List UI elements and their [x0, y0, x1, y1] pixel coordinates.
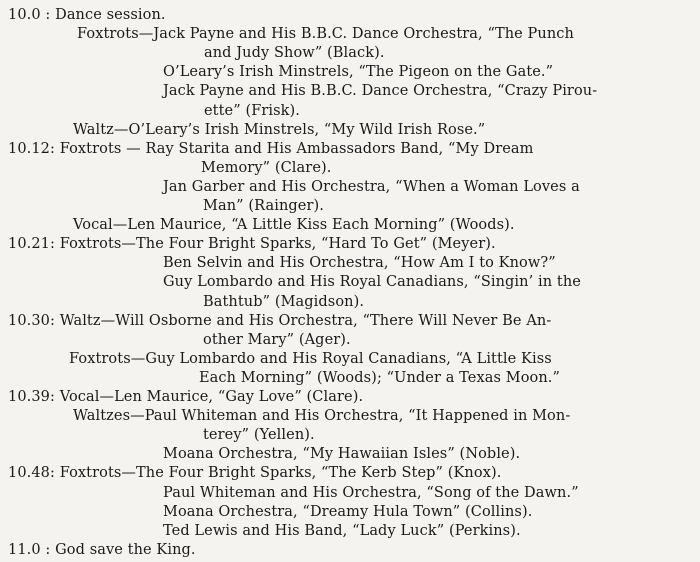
listing-line: terey” (Yellen). [203, 427, 315, 444]
listing-line: 10.30: Waltz—Will Osborne and His Orchestra, “There Will Never Be An- [8, 312, 552, 329]
listing-line: 10.0 : Dance session. [8, 7, 166, 23]
listing-line: 10.21: Foxtrots—The Four Bright Sparks, “Hard To Get” (Meyer). [8, 236, 496, 253]
listing-line: Guy Lombardo and His Royal Canadians, “Singin’ in the [163, 274, 581, 291]
listing-line: Foxtrots—Jack Payne and His B.B.C. Dance Orchestra, “The Punch [77, 26, 574, 43]
listing-line: Moana Orchestra, “Dreamy Hula Town” (Collins). [163, 503, 533, 520]
listing-line: other Mary” (Ager). [203, 331, 351, 348]
listing-line: Man” (Rainger). [203, 198, 324, 214]
listing-line: 10.39: Vocal—Len Maurice, “Gay Love” (Clare). [8, 389, 364, 405]
listing-line: Moana Orchestra, “My Hawaiian Isles” (Noble). [163, 446, 521, 463]
listing-line: Waltz—O’Leary’s Irish Minstrels, “My Wild Irish Rose.” [73, 121, 486, 138]
listing-line: Jack Payne and His B.B.C. Dance Orchestra, “Crazy Pirou- [163, 83, 598, 100]
listing-line: Ted Lewis and His Band, “Lady Luck” (Perkins). [163, 522, 521, 539]
listing-line: 10.12: Foxtrots — Ray Starita and His Ambassadors Band, “My Dream [8, 140, 534, 157]
listing-line: Vocal—Len Maurice, “A Little Kiss Each Morning” (Woods). [73, 217, 515, 234]
listing-line: Paul Whiteman and His Orchestra, “Song of the Dawn.” [163, 484, 579, 501]
listing-line: Memory” (Clare). [201, 159, 332, 176]
listing-line: Ben Selvin and His Orchestra, “How Am I to Know?” [163, 255, 556, 272]
listing-line: and Judy Show” (Black). [204, 45, 385, 62]
listing-line: 11.0 : God save the King. [8, 541, 196, 558]
listing-line: ette” (Frisk). [204, 102, 301, 119]
listing-line: Waltzes—Paul Whiteman and His Orchestra, “It Happened in Mon- [73, 408, 571, 425]
listing-line: Each Morning” (Woods); “Under a Texas Moon.” [199, 369, 561, 386]
listing-line: Foxtrots—Guy Lombardo and His Royal Canadians, “A Little Kiss [69, 350, 552, 367]
listing-line: 10.48: Foxtrots—The Four Bright Sparks, “The Kerb Step” (Knox). [8, 465, 502, 482]
listing-line: Bathtub” (Magidson). [203, 293, 365, 310]
listing-line: O’Leary’s Irish Minstrels, “The Pigeon on the Gate.” [163, 64, 554, 81]
listing-line: Jan Garber and His Orchestra, “When a Woman Loves a [163, 178, 580, 195]
